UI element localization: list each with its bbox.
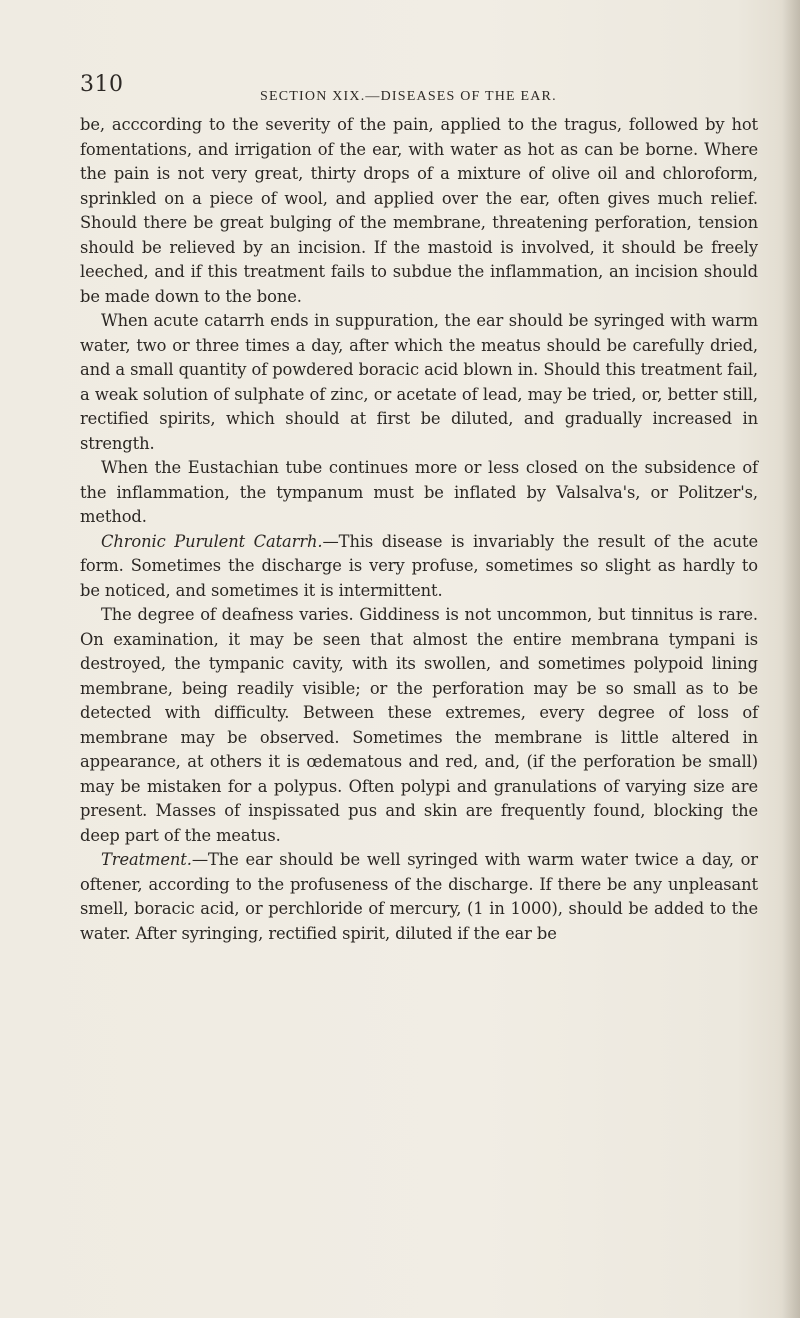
section-heading-treatment: Treatment.	[101, 850, 192, 869]
paragraph-chronic-purulent-catarrh-text: —This disease is invariably the result of the acute form. Sometimes the discharge is very profuse, sometimes so slight as hardly to be noticed, and sometimes it is intermittent.	[80, 531, 758, 600]
paragraph-treatment-acute: be, acccording to the severity of the pain, applied to the tragus, followed by hot fomentations, and irrigation of the ear, with water as hot as can be borne. Where the pain is not very great, thirty drops of a mixture of olive oil and chloroform, sprinkled on a piece of wool, and applied over the ear, often gives much relief. Should there be great bulging of the membrane, threatening perforation, tension should be relieved by an incision. If the mastoid is involved, it should be freely leeched, and if this treatment fails to subdue the inflammation, an incision should be made down to the bone.	[80, 115, 758, 306]
running-head: SECTION XIX.—DISEASES OF THE EAR.	[260, 89, 557, 104]
paragraph-treatment-chronic-text: —The ear should be well syringed with warm water twice a day, or oftener, according to the profuseness of the discharge. If there be any unpleasant smell, boracic acid, or perchloride of mercury, (1 in 1000), should be added to the water. After syringing, rectified spirit, diluted if the ear be	[80, 850, 758, 943]
section-heading-chronic-purulent-catarrh: Chronic Purulent Catarrh.	[101, 531, 323, 551]
page-header	[0, 72, 800, 102]
page-number: 310	[80, 72, 124, 97]
paragraph-treatment-chronic	[80, 848, 758, 946]
body-text	[80, 113, 758, 946]
paragraph-suppuration: When acute catarrh ends in suppuration, the ear should be syringed with warm water, two or three times a day, after which the meatus should be carefully dried, and a small quantity of powdered boracic acid blown in. Should this treatment fail, a weak solution of sulphate of zinc, or acetate of lead, may be tried, or, better still, rectified spirits, which should at first be diluted, and gradually increased in strength.	[80, 311, 758, 453]
paragraph-deafness: The degree of deafness varies. Giddiness is not uncommon, but tinnitus is rare. On examination, it may be seen that almost the entire membrana tympani is destroyed, the tympanic cavity, with its swollen, and sometimes polypoid lining membrane, being readily visible; or the perforation may be so small as to be detected with difficulty. Between these extremes, every degree of loss of membrane may be observed. Sometimes the membrane is little altered in appearance, at others it is œdematous and red, and, (if the perforation be small) may be mistaken for a polypus. Often polypi and granulations of varying size are present. Masses of inspissated pus and skin are frequently found, blocking the deep part of the meatus.	[80, 605, 758, 845]
page-edge-shadow	[782, 0, 800, 1318]
paragraph-eustachian-tube: When the Eustachian tube continues more or less closed on the subsidence of the inflammation, the tympanum must be inflated by Valsalva's, or Politzer's, method.	[80, 458, 758, 526]
paragraph-chronic-purulent-catarrh	[80, 530, 758, 604]
